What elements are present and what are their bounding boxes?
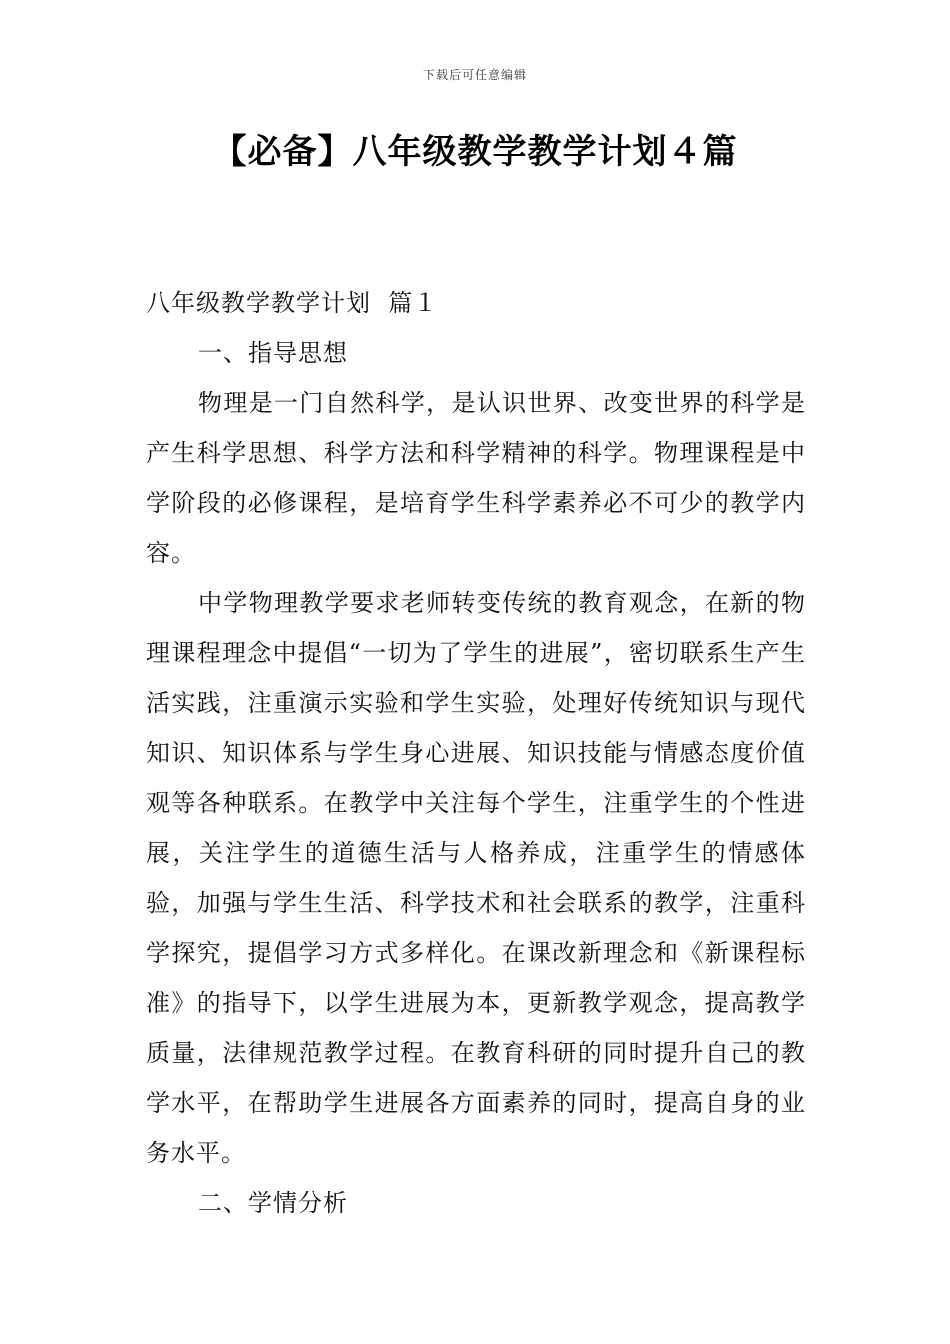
- heading-student-analysis: 二、学情分析: [198, 1189, 348, 1217]
- document-body: [146, 278, 806, 1228]
- paragraph-1: 物理是一门自然科学，是认识世界、改变世界的科学是产生科学思想、科学方法和科学精神的科学。物理课程是中学阶段的必修课程，是培育学生科学素养必不可少的教学内容。: [146, 389, 806, 567]
- section-title: 八年级教学教学计划 篇１: [146, 289, 439, 317]
- header-note: 下载后可任意编辑: [422, 68, 527, 82]
- heading-guiding-ideology: 一、指导思想: [198, 339, 348, 367]
- document-title: 【必备】八年级教学教学计划４篇: [212, 132, 738, 172]
- paragraph-2: 中学物理教学要求老师转变传统的教育观念，在新的物理课程理念中提倡“一切为了学生的进展”，密切联系生产生活实践，注重演示实验和学生实验，处理好传统知识与现代知识、知识体系与学生身心进展、知识技能与情感态度价值观等各种联系。在教学中关注每个学生，注重学生的个性进展，关注学生的道德生活与人格养成，注重学生的情感体验，加强与学生生活、科学技术和社会联系的教学，注重科学探究，提倡学习方式多样化。在课改新理念和《新课程标准》的指导下，以学生进展为本，更新教学观念，提高教学质量，法律规范教学过程。在教育科研的同时提升自己的教学水平，在帮助学生进展各方面素养的同时，提高自身的业务水平。: [146, 589, 806, 1167]
